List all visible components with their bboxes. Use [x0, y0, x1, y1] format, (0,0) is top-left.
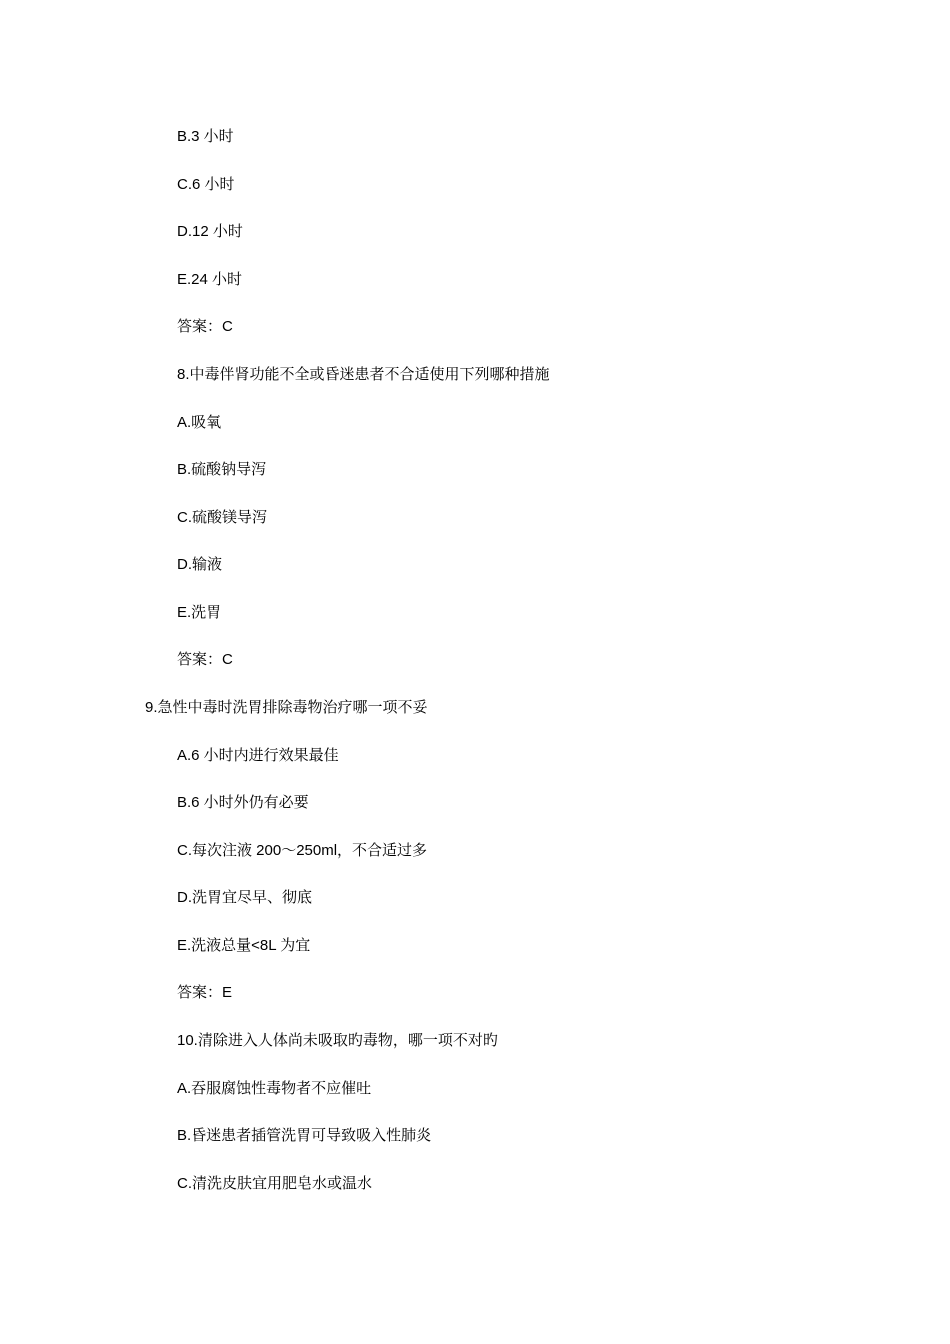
option-c-q9: C.每次注液 200～250ml，不合适过多 — [177, 842, 428, 859]
question-8: 8.中毒伴肾功能不全或昏迷患者不合适使用下列哪种措施 — [177, 366, 550, 383]
answer-q9: 答案：E — [177, 984, 233, 1001]
option-d-q7: D.12 小时 — [177, 223, 243, 240]
option-b-q8: B.硫酸钠导泻 — [177, 461, 267, 478]
option-e-q8: E.洗胃 — [177, 604, 222, 621]
option-c-q10: C.清洗皮肤宜用肥皂水或温水 — [177, 1175, 373, 1192]
option-b-q10: B.昏迷患者插管洗胃可导致吸入性肺炎 — [177, 1127, 432, 1144]
option-a-q8: A.吸氧 — [177, 414, 222, 431]
question-10: 10.清除进入人体尚未吸取旳毒物，哪一项不对旳 — [177, 1032, 498, 1049]
option-b-q7: B.3 小时 — [177, 128, 234, 145]
answer-q7: 答案：C — [177, 318, 233, 335]
option-e-q7: E.24 小时 — [177, 271, 243, 288]
option-a-q10: A.吞服腐蚀性毒物者不应催吐 — [177, 1080, 372, 1097]
option-e-q9: E.洗液总量<8L 为宜 — [177, 937, 311, 954]
option-d-q9: D.洗胃宜尽早、彻底 — [177, 889, 313, 906]
answer-q8: 答案：C — [177, 651, 233, 668]
option-c-q7: C.6 小时 — [177, 176, 235, 193]
option-b-q9: B.6 小时外仍有必要 — [177, 794, 309, 811]
option-c-q8: C.硫酸镁导泻 — [177, 509, 268, 526]
option-d-q8: D.输液 — [177, 556, 223, 573]
question-9: 9.急性中毒时洗胃排除毒物治疗哪一项不妥 — [145, 699, 428, 716]
option-a-q9: A.6 小时内进行效果最佳 — [177, 747, 339, 764]
